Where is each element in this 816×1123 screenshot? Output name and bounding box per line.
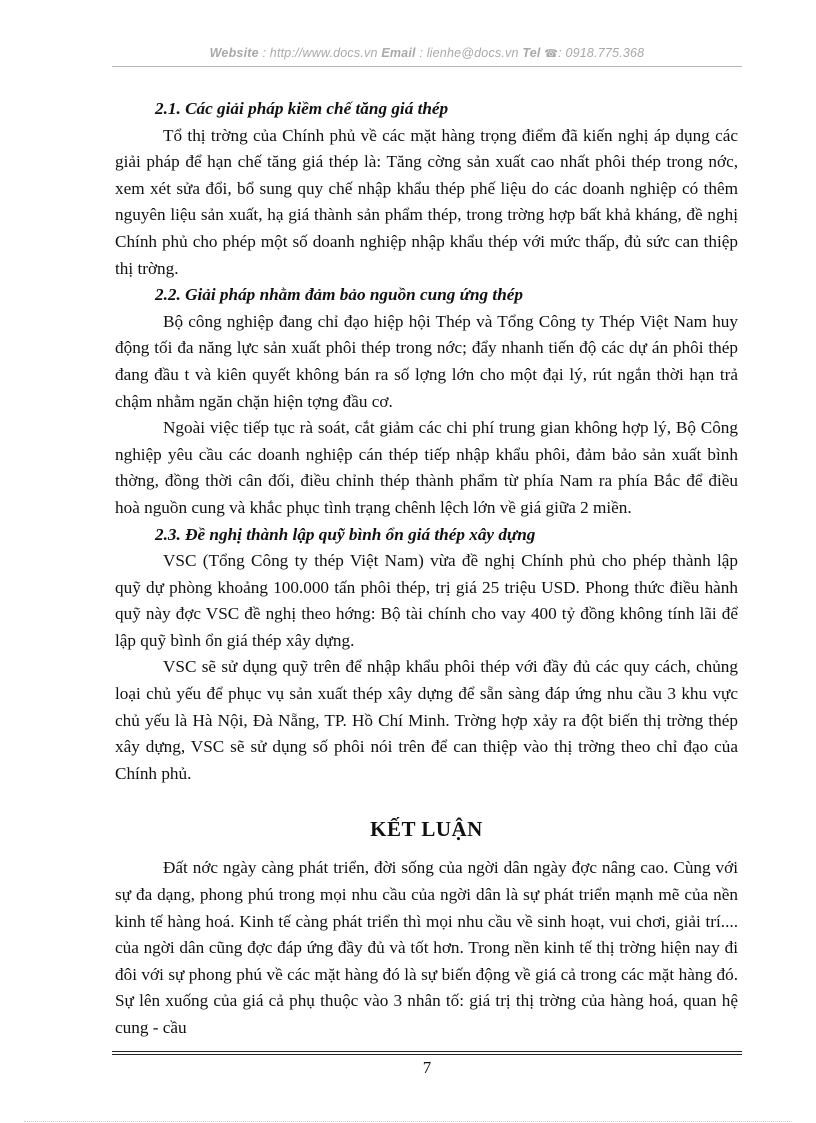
paragraph: Ngoài việc tiếp tục rà soát, cắt giảm các chi phí trung gian không hợp lý, Bộ Công nghiệp yêu cầu các doanh nghiệp cán thép tiếp nhập khẩu phôi, đảm bảo sản xuất bình thờng, đồng thời cân đối, điều chỉnh thép thành phẩm từ phía Nam ra phía Bắc để điều hoà nguồn cung và khắc phục tình trạng chênh lệch lớn về giá giữa 2 miền.	[115, 418, 738, 517]
footer-rule	[112, 1051, 742, 1052]
section-2-1	[115, 96, 738, 282]
section-2-2	[115, 282, 738, 521]
page-edge-divider	[24, 1121, 792, 1122]
section-heading: 2.2. Giải pháp nhằm đảm bảo nguồn cung ứng thép	[155, 285, 523, 305]
paragraph: VSC sẽ sử dụng quỹ trên để nhập khẩu phôi thép với đầy đủ các quy cách, chủng loại chủ yếu để phục vụ sản xuất thép xây dựng để sẵn sàng đáp ứng nhu cầu 3 khu vực chủ yếu là Hà Nội, Đà Nẵng, TP. Hồ Chí Minh. Trờng hợp xảy ra đột biến thị trờng thép xây dựng, VSC sẽ sử dụng số phôi nói trên để can thiệp vào thị trờng theo chỉ đạo của Chính phủ.	[115, 657, 738, 783]
website-label: Website	[209, 46, 259, 60]
conclusion-paragraph: Đất nớc ngày càng phát triển, đời sống của ngời dân ngày đợc nâng cao. Cùng với sự đa dạng, phong phú trong mọi nhu cầu của ngời dân là sự phát triển mạnh mẽ của nền kinh tế hàng hoá. Kinh tế càng phát triển thì mọi nhu cầu về sinh hoạt, vui chơi, giải trí.... của ngời dân cũng đợc đáp ứng đầy đủ và tốt hơn. Trong nền kinh tế thị trờng hiện nay đi đôi với sự phong phú về các mặt hàng đó là sự biến động về giá cả trong các mặt hàng đó. Sự lên xuống của giá cả phụ thuộc vào 3 nhân tố: giá trị thị trờng của hàng hoá, quan hệ cung - cầu	[115, 858, 738, 1037]
conclusion-title: KẾT LUẬN	[370, 817, 483, 842]
page-header	[112, 46, 742, 60]
email-value[interactable]: : lienhe@docs.vn	[419, 46, 519, 60]
paragraph: Bộ công nghiệp đang chỉ đạo hiệp hội Thép và Tổng Công ty Thép Việt Nam huy động tối đa năng lực sản xuất phôi thép trong nớc; đẩy nhanh tiến độ các dự án phôi thép đang đầu t và kiên quyết không bán ra số lợng lớn cho một đại lý, rút ngắn thời hạn trả chậm nhằm ngăn chặn hiện tợng đầu cơ.	[115, 311, 738, 411]
document-body	[115, 96, 738, 1042]
paragraph: VSC (Tổng Công ty thép Việt Nam) vừa đề nghị Chính phủ cho phép thành lập quỹ dự phòng khoảng 100.000 tấn phôi thép, trị giá 25 triệu USD. Phong thức điều hành quỹ này đợc VSC đề nghị theo hớng: Bộ tài chính cho vay 400 tỷ đồng không tính lãi để lập quỹ bình ổn giá thép xây dựng.	[115, 551, 738, 650]
phone-icon: ☎	[544, 48, 559, 60]
email-label: Email	[381, 46, 416, 60]
page-number: 7	[422, 1058, 432, 1077]
section-heading: 2.3. Đề nghị thành lập quỹ bình ổn giá thép xây dựng	[155, 524, 536, 544]
tel-value: : 0918.775.368	[558, 46, 645, 60]
header-rule	[112, 66, 742, 67]
website-value[interactable]: : http://www.docs.vn	[262, 46, 378, 60]
paragraph: Tổ thị trờng của Chính phủ về các mặt hàng trọng điểm đã kiến nghị áp dụng các giải pháp để hạn chế tăng giá thép là: Tăng cờng sản xuất cao nhất phôi thép trong nớc, xem xét sửa đổi, bổ sung quy chế nhập khẩu thép phế liệu do các doanh nghiệp có thêm nguyên liệu sản xuất, hạ giá thành sản phẩm thép, trong trờng hợp bất khả kháng, đề nghị Chính phủ cho phép một số doanh nghiệp nhập khẩu thép với mức thấp, đủ sức can thiệp thị trờng.	[115, 125, 738, 278]
section-heading: 2.1. Các giải pháp kiềm chế tăng giá thép	[155, 99, 449, 118]
section-2-3	[115, 522, 738, 788]
footer-rule-double	[112, 1054, 742, 1055]
tel-label: Tel	[522, 46, 541, 60]
